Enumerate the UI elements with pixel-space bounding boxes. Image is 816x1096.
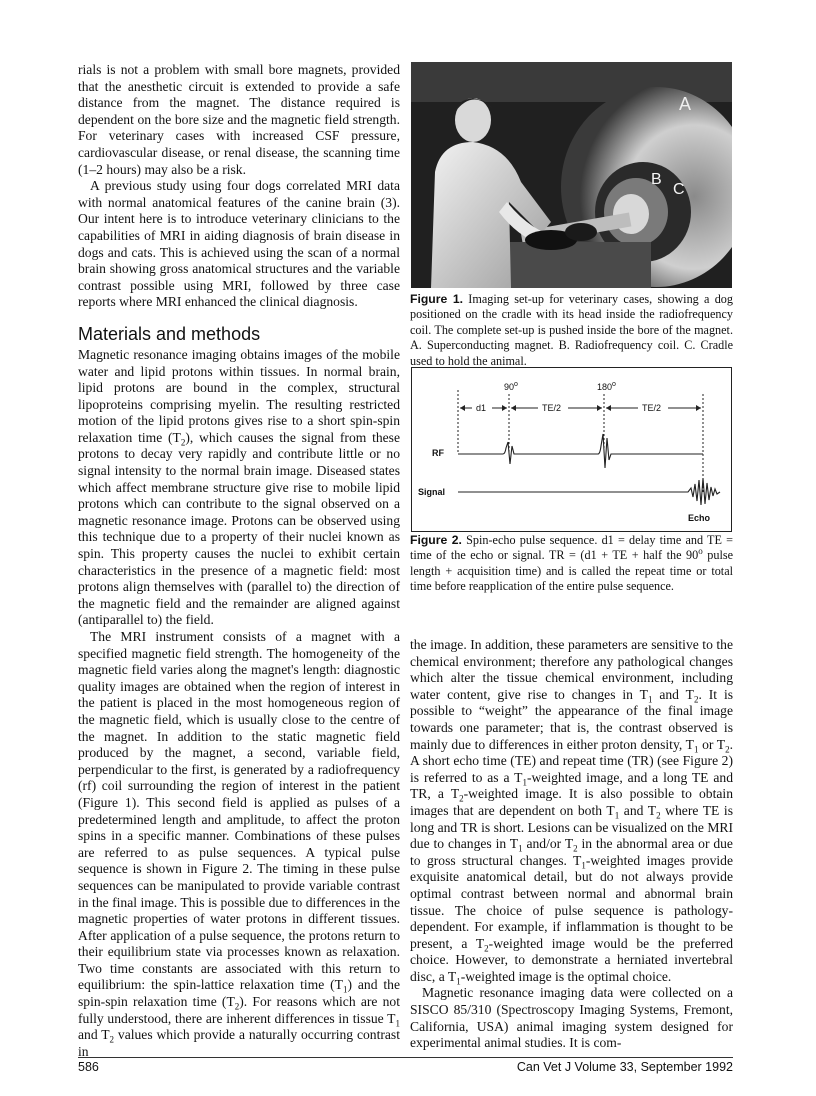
pulse-180-label: 180$^o$ bbox=[597, 381, 616, 392]
footer-rule bbox=[78, 1057, 733, 1058]
photo-label-a: A bbox=[679, 94, 692, 114]
paragraph: A previous study using four dogs correlated MRI data with normal anatomical features of the canine brain (3). Our intent here is to introduce veterinary clinicians to the capabilities of MRI in aiding diagnosis of brain disease in dogs and cats. This is achieved using the scan of a normal brain showing gross anatomical structures and the variable contrast possible using MRI, followed by three case reports where MRI enhanced the clinical diagnosis. bbox=[78, 178, 400, 310]
page-number: 586 bbox=[78, 1060, 99, 1074]
echo-label: Echo bbox=[688, 513, 711, 523]
figure-1-caption bbox=[410, 292, 733, 369]
figure-label: Figure 2. bbox=[410, 533, 462, 547]
te-half-label-1: TE/2 bbox=[542, 403, 562, 413]
paragraph: the image. In addition, these parameters are sensitive to the chemical environment; therefore any pathological changes which alter the tissue chemical environment, including water content, give rise to changes in $T_1$ and $T_2$. It is possible to “weight” the appearance of the final image towards one parameter; that is, the contrast observed is mainly due to differences in either proton density, $T_1$ or $T_2$. A short echo time (TE) and repeat time (TR) (see Figure 2) is referred to as a $T_1$-weighted image, and a long TE and TR, a $T_2$-weighted image. It is also possible to obtain images that are dependent on both $T_1$ and $T_2$ where TE is long and TR is short. Lesions can be visualized on the MRI due to changes in $T_1$ and/or $T_2$ in the abnormal area or due to gross structural changes. $T_1$-weighted images provide exquisite anatomical detail, but do not always provide optimal contrast between normal and abnormal brain tissue. The choice of pulse sequence is pathology-dependent. For example, if inflammation is thought to be present, a $T_2$-weighted image would be the preferred choice. However, to demonstrate a herniated invertebral disc, a $T_1$-weighted image is the optimal choice. bbox=[410, 637, 734, 987]
left-column bbox=[78, 62, 400, 1060]
rf-label: RF bbox=[432, 448, 444, 458]
figure-2-caption: Figure 2. Spin-echo pulse sequence. d1 = delay time and TE = time of the echo or signal. TR = (d1 + TE + half the 90$^o$ pulse length + acquisition time) and is called the repeat time or total time before reapplication of the entire pulse sequence. bbox=[410, 533, 734, 594]
d1-label: d1 bbox=[476, 403, 487, 413]
section-heading: Materials and methods bbox=[78, 323, 261, 344]
signal-label: Signal bbox=[418, 487, 446, 497]
photo-label-c: C bbox=[673, 181, 685, 198]
paragraph: Magnetic resonance imaging obtains images of the mobile water and lipid protons within tissues. In normal brain, lipid protons are bound in the complex, structural lipoproteins comprising myelin. The resulting restricted motion of the lipid protons gives rise to a short spin-spin relaxation time $(T_2)$, which causes the signal from these protons to decay very rapidly and contribute little or no signal intensity to the normal brain image. Diseased states which affect membrane structure give rise to mobile lipid protons which can contribute to the signal observed on a magnetic resonance image. Protons can be observed using this technique due to a property of their nuclei known as spin. This property causes the nuclei to exhibit certain characteristics in the presence of a magnetic field: most protons align themselves with (parallel to) the direction of the magnetic field and the remainder are aligned against (antiparallel to) the field. bbox=[78, 346, 401, 628]
journal-reference: Can Vet J Volume 33, September 1992 bbox=[516, 1060, 733, 1074]
figure-2-diagram bbox=[411, 367, 732, 532]
figure-label: Figure 1. bbox=[410, 292, 464, 306]
right-column bbox=[410, 637, 733, 1052]
figure-1-photo bbox=[411, 62, 732, 288]
te-half-label-2: TE/2 bbox=[642, 403, 662, 413]
photo-label-b: B bbox=[651, 171, 662, 188]
caption-text: Imaging set-up for veterinary cases, showing a dog positioned on the cradle with its head inside the radiofrequency coil. The complete set-up is pushed inside the bore of the magnet. A. Superconducting magnet. B. Radiofrequency coil. C. Cradle used to hold the animal. bbox=[410, 292, 733, 368]
paragraph: rials is not a problem with small bore magnets, provided that the anesthetic circuit is extended to provide a safe distance from the magnet. The distance required is dependent on the bore size and the magnetic field strength. For veterinary cases with increased CSF pressure, cardiovascular disease, or renal disease, the scanning time (1–2 hours) may also be a risk. bbox=[78, 62, 400, 177]
pulse-90-label: 90$^o$ bbox=[504, 381, 518, 392]
paragraph: The MRI instrument consists of a magnet with a specified magnetic field strength. The homogeneity of the magnetic field varies along the magnet's length: diagnostic quality images are obtained when the region of interest in the patient is placed in the most homogeneous region of the magnetic field, which is usually close to the centre of the magnet. In addition to the static magnetic field produced by the magnet, a second, variable field, perpendicular to the first, is generated by a radiofrequency (rf) coil surrounding the region of interest in the patient (Figure 1). This second field is applied as pulses of a predetermined length and amplitude, to affect the proton spins in a specific manner. Combinations of these pulses are referred to as pulse sequences. A typical pulse sequence is shown in Figure 2. The timing in these pulse sequences can be manipulated to provide variable contrast in the final image. This is possible due to differences in the magnetic properties of water protons in different tissues. After application of a pulse sequence, the protons return to their equilibrium state via processes known as relaxation. Two time constants are associated with this return to equilibrium: the spin-lattice relaxation time $(T_1)$ and the spin-spin relaxation time $(T_2)$. For reasons which are not fully understood, there are inherent differences in tissue $T_1$ and $T_2$ values which provide a naturally occurring contrast in bbox=[78, 629, 400, 1059]
paragraph: Magnetic resonance imaging data were collected on a SISCO 85/310 (Spectroscopy Imaging Systems, Fremont, California, USA) animal imaging system designed for experimental animal studies. It is com- bbox=[410, 985, 733, 1051]
